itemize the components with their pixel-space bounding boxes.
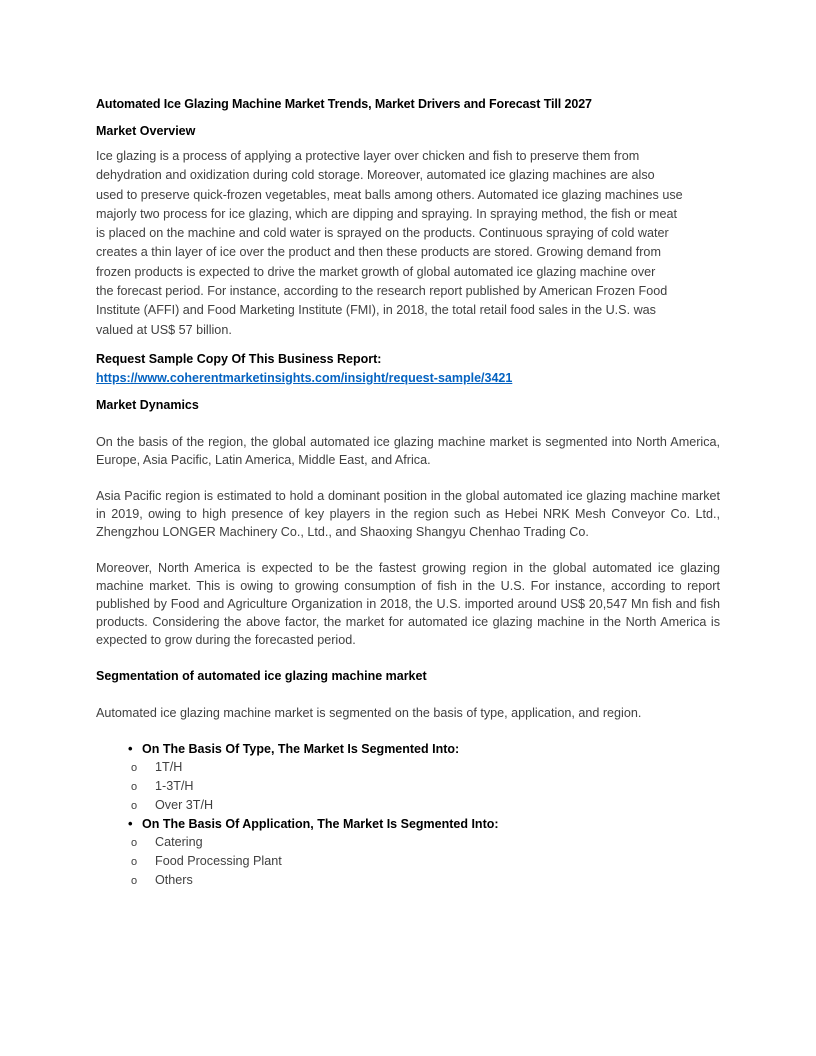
circle-bullet-icon: o bbox=[131, 855, 138, 868]
overview-line: valued at US$ 57 billion. bbox=[96, 322, 232, 337]
circle-bullet-icon: o bbox=[131, 799, 138, 812]
segment-type bbox=[96, 740, 720, 815]
overview-line: used to preserve quick-frozen vegetables, meat balls among others. Automated ice glazing machines use bbox=[96, 187, 683, 202]
list-item: o 1T/H bbox=[96, 758, 720, 777]
document-title: Automated Ice Glazing Machine Market Trends, Market Drivers and Forecast Till 2027 bbox=[96, 97, 592, 111]
segmentation-heading: Segmentation of automated ice glazing machine market bbox=[96, 668, 427, 683]
dynamics-heading: Market Dynamics bbox=[96, 397, 199, 412]
document-page bbox=[96, 96, 720, 890]
list-item: o Others bbox=[96, 871, 720, 890]
bullet-icon: • bbox=[128, 740, 133, 756]
overview-line: frozen products is expected to drive the market growth of global automated ice glazing machine over bbox=[96, 264, 656, 279]
overview-paragraph bbox=[96, 147, 720, 340]
overview-line: Institute (AFFI) and Food Marketing Institute (FMI), in 2018, the total retail food sales in the U.S. was bbox=[96, 303, 656, 318]
circle-bullet-icon: o bbox=[131, 874, 138, 887]
request-sample-label: Request Sample Copy Of This Business Report: bbox=[96, 351, 382, 366]
segment-list bbox=[96, 740, 720, 890]
segment-application bbox=[96, 815, 720, 890]
overview-line: the forecast period. For instance, according to the research report published by American Frozen Food bbox=[96, 284, 668, 299]
circle-bullet-icon: o bbox=[131, 761, 138, 774]
dynamics-paragraph-2: Asia Pacific region is estimated to hold a dominant position in the global automated ice glazing machine market in 2019, owing to high presence of key players in the region such as Hebei NRK Mesh Conveyor Co. Ltd., Zhengzhou LONGER Machinery Co., Ltd., and Shaoxing Shangyu Chenhao Trading Co. bbox=[96, 488, 720, 539]
dynamics-paragraph-1: On the basis of the region, the global automated ice glazing machine market is segmented into North America, Europe, Asia Pacific, Latin America, Middle East, and Africa. bbox=[96, 434, 720, 467]
dynamics-paragraph-3: Moreover, North America is expected to be the fastest growing region in the global automated ice glazing machine market. This is owing to growing consumption of fish in the U.S. For instance, according to report published by Food and Agriculture Organization in 2018, the U.S. imported around US$ 20,547 Mn fish and fish products. Considering the above factor, the market for automated ice glazing machine in the North America is expected to grow during the forecasted period. bbox=[96, 560, 720, 647]
overview-line: majorly two process for ice glazing, which are dipping and spraying. In spraying method, the fish or meat bbox=[96, 206, 678, 221]
overview-line: dehydration and oxidization during cold storage. Moreover, automated ice glazing machines are also bbox=[96, 168, 655, 183]
circle-bullet-icon: o bbox=[131, 836, 138, 849]
overview-line: creates a thin layer of ice over the product and then these products are stored. Growing demand from bbox=[96, 245, 661, 260]
overview-line: is placed on the machine and cold water is sprayed on the products. Continuous spraying of cold water bbox=[96, 226, 669, 241]
overview-heading: Market Overview bbox=[96, 124, 196, 138]
list-item: o Over 3T/H bbox=[96, 796, 720, 815]
list-item: o Food Processing Plant bbox=[96, 852, 720, 871]
segment-application-label: On The Basis Of Application, The Market Is Segmented Into: bbox=[142, 816, 499, 831]
request-sample-link[interactable]: https://www.coherentmarketinsights.com/insight/request-sample/3421 bbox=[96, 370, 513, 385]
circle-bullet-icon: o bbox=[131, 780, 138, 793]
segmentation-intro: Automated ice glazing machine market is segmented on the basis of type, application, and region. bbox=[96, 705, 642, 720]
overview-line: Ice glazing is a process of applying a protective layer over chicken and fish to preserve them from bbox=[96, 149, 640, 163]
segment-type-label: On The Basis Of Type, The Market Is Segmented Into: bbox=[142, 741, 460, 756]
bullet-icon: • bbox=[128, 815, 133, 831]
list-item: o 1-3T/H bbox=[96, 777, 720, 796]
list-item: o Catering bbox=[96, 833, 720, 852]
